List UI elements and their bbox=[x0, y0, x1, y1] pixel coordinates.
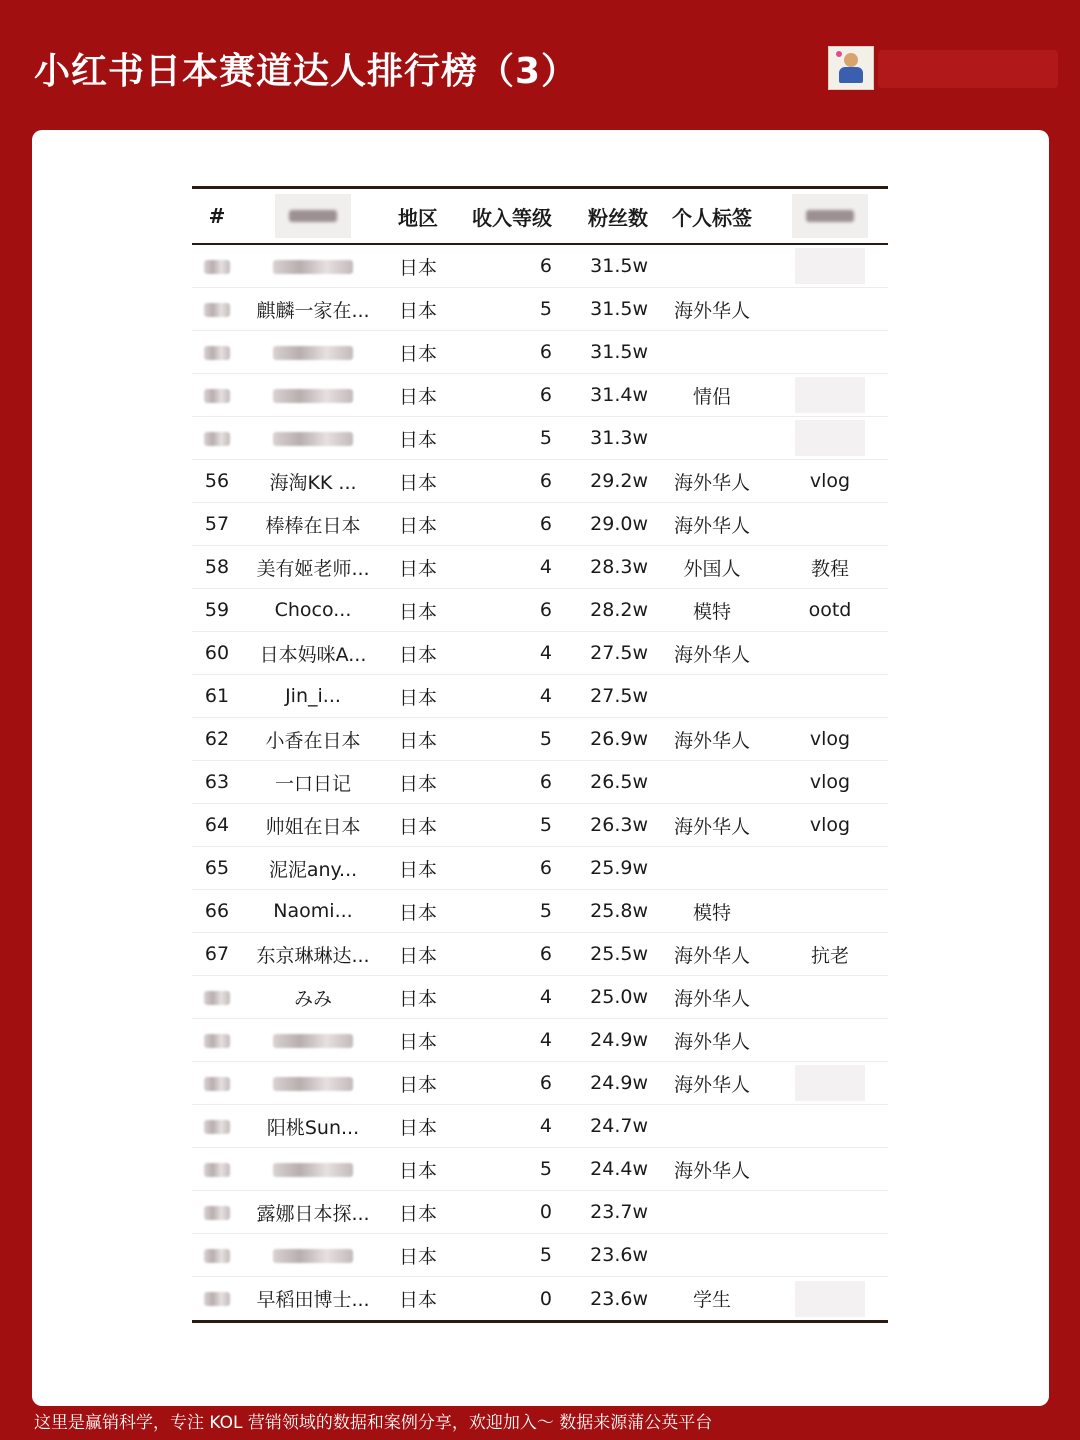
blurred-value bbox=[795, 1065, 865, 1101]
tag-cell: 海外华人 bbox=[673, 944, 750, 967]
blurred-value bbox=[204, 1163, 230, 1177]
blurred-value bbox=[273, 389, 353, 403]
col-fans-header: 粉丝数 bbox=[588, 205, 648, 230]
table-row bbox=[192, 1019, 888, 1062]
name-cell: 海淘KK ... bbox=[269, 471, 357, 494]
table-header bbox=[192, 189, 888, 245]
name-cell: 东京琳琳达... bbox=[256, 944, 370, 967]
name-cell bbox=[242, 1244, 384, 1266]
table-row bbox=[192, 460, 888, 503]
rank-cell: 60 bbox=[204, 642, 230, 664]
name-cell: 帅姐在日本 bbox=[265, 815, 361, 838]
fans-cell: 28.2w bbox=[590, 599, 648, 621]
table-row bbox=[192, 761, 888, 804]
blurred-value bbox=[204, 389, 230, 403]
blurred-value bbox=[204, 1206, 230, 1220]
region-cell: 日本 bbox=[398, 858, 437, 881]
table-row bbox=[192, 374, 888, 417]
rank-cell bbox=[192, 1115, 242, 1137]
fans-cell: 23.7w bbox=[590, 1201, 648, 1223]
tag-cell: 海外华人 bbox=[673, 815, 750, 838]
page-title: 小红书日本赛道达人排行榜（3） bbox=[34, 51, 579, 92]
rank-cell: 66 bbox=[204, 900, 230, 922]
table-row bbox=[192, 1277, 888, 1320]
name-cell bbox=[242, 427, 384, 449]
name-cell: Jin_i... bbox=[285, 685, 341, 707]
tag2-cell: vlog bbox=[809, 771, 851, 793]
tag-cell: 海外华人 bbox=[673, 987, 750, 1010]
rank-cell: 67 bbox=[204, 943, 230, 965]
avatar bbox=[828, 46, 874, 90]
name-cell bbox=[242, 1072, 384, 1094]
fans-cell: 25.9w bbox=[590, 857, 648, 879]
name-cell bbox=[242, 341, 384, 363]
level-cell: 5 bbox=[539, 427, 552, 449]
name-cell: 日本妈咪A... bbox=[259, 643, 367, 666]
rank-cell bbox=[192, 1201, 242, 1223]
fans-cell: 24.7w bbox=[590, 1115, 648, 1137]
table-row bbox=[192, 589, 888, 632]
blurred-value bbox=[795, 248, 865, 284]
table-row bbox=[192, 1148, 888, 1191]
region-cell: 日本 bbox=[398, 772, 437, 795]
level-cell: 4 bbox=[539, 685, 552, 707]
region-cell: 日本 bbox=[398, 1159, 437, 1182]
tag-cell: 海外华人 bbox=[673, 729, 750, 752]
ranking-card bbox=[32, 130, 1049, 1406]
region-cell: 日本 bbox=[398, 901, 437, 924]
tag-cell: 海外华人 bbox=[673, 471, 750, 494]
region-cell: 日本 bbox=[398, 299, 437, 322]
level-cell: 5 bbox=[539, 298, 552, 320]
rank-cell: 56 bbox=[204, 470, 230, 492]
tag2-cell bbox=[772, 377, 888, 413]
fans-cell: 29.0w bbox=[590, 513, 648, 535]
table-row bbox=[192, 718, 888, 761]
table-row bbox=[192, 546, 888, 589]
name-cell: みみ bbox=[293, 987, 332, 1010]
table-body bbox=[192, 245, 888, 1320]
table-row bbox=[192, 1191, 888, 1234]
level-cell: 6 bbox=[539, 341, 552, 363]
name-cell: 一口日记 bbox=[274, 772, 351, 795]
fans-cell: 26.9w bbox=[590, 728, 648, 750]
table-row bbox=[192, 1062, 888, 1105]
tag2-cell bbox=[772, 1065, 888, 1101]
blurred-value bbox=[204, 346, 230, 360]
name-cell bbox=[242, 384, 384, 406]
tag2-cell bbox=[772, 420, 888, 456]
table-row bbox=[192, 890, 888, 933]
tag-cell: 模特 bbox=[692, 600, 731, 623]
table-row bbox=[192, 245, 888, 288]
fans-cell: 28.3w bbox=[590, 556, 648, 578]
region-cell: 日本 bbox=[398, 471, 437, 494]
tag-cell: 海外华人 bbox=[673, 1073, 750, 1096]
level-cell: 4 bbox=[539, 642, 552, 664]
fans-cell: 31.5w bbox=[590, 298, 648, 320]
level-cell: 4 bbox=[539, 556, 552, 578]
blurred-value bbox=[795, 420, 865, 456]
level-cell: 6 bbox=[539, 857, 552, 879]
name-cell bbox=[242, 1029, 384, 1051]
name-cell bbox=[242, 1158, 384, 1180]
level-cell: 5 bbox=[539, 814, 552, 836]
blurred-account-name bbox=[878, 50, 1058, 88]
rank-cell: 62 bbox=[204, 728, 230, 750]
fans-cell: 31.4w bbox=[590, 384, 648, 406]
rank-cell: 61 bbox=[204, 685, 230, 707]
tag2-cell: 教程 bbox=[810, 557, 849, 580]
tag-cell: 海外华人 bbox=[673, 1159, 750, 1182]
rank-cell bbox=[192, 341, 242, 363]
col-name-header bbox=[242, 194, 384, 238]
table-row bbox=[192, 847, 888, 890]
col-tag-header: 个人标签 bbox=[672, 205, 752, 230]
blurred-value bbox=[795, 377, 865, 413]
region-cell: 日本 bbox=[398, 557, 437, 580]
region-cell: 日本 bbox=[398, 1030, 437, 1053]
blurred-value bbox=[273, 346, 353, 360]
name-cell: 麒麟一家在... bbox=[256, 299, 370, 322]
region-cell: 日本 bbox=[398, 600, 437, 623]
tag2-cell bbox=[772, 1281, 888, 1317]
rank-cell bbox=[192, 427, 242, 449]
blurred-value bbox=[204, 1249, 230, 1263]
blurred-value bbox=[273, 432, 353, 446]
level-cell: 4 bbox=[539, 1029, 552, 1051]
rank-cell bbox=[192, 986, 242, 1008]
fans-cell: 31.5w bbox=[590, 341, 648, 363]
table-row bbox=[192, 1234, 888, 1277]
level-cell: 6 bbox=[539, 599, 552, 621]
blurred-value bbox=[204, 303, 230, 317]
level-cell: 5 bbox=[539, 900, 552, 922]
rank-cell bbox=[192, 1244, 242, 1266]
tag-cell: 模特 bbox=[692, 901, 731, 924]
region-cell: 日本 bbox=[398, 1289, 437, 1311]
name-cell: 早稻田博士... bbox=[256, 1289, 370, 1311]
rank-cell bbox=[192, 1072, 242, 1094]
region-cell: 日本 bbox=[398, 385, 437, 408]
blurred-value bbox=[204, 260, 230, 274]
table-row bbox=[192, 675, 888, 718]
rank-cell: 64 bbox=[204, 814, 230, 836]
rank-cell bbox=[192, 384, 242, 406]
level-cell: 5 bbox=[539, 1244, 552, 1266]
col-rank-header: # bbox=[208, 204, 226, 228]
tag2-cell: vlog bbox=[809, 470, 851, 492]
fans-cell: 31.5w bbox=[590, 255, 648, 277]
rank-cell bbox=[192, 255, 242, 277]
blurred-value bbox=[273, 1077, 353, 1091]
name-cell bbox=[242, 255, 384, 277]
fans-cell: 24.4w bbox=[590, 1158, 648, 1180]
rank-cell: 57 bbox=[204, 513, 230, 535]
blurred-value bbox=[204, 1120, 230, 1134]
rank-cell bbox=[192, 298, 242, 320]
blurred-value bbox=[204, 1292, 230, 1306]
tag2-cell: ootd bbox=[808, 599, 852, 621]
rank-cell bbox=[192, 1029, 242, 1051]
tag-cell: 学生 bbox=[692, 1289, 731, 1311]
region-cell: 日本 bbox=[398, 987, 437, 1010]
col-level-header: 收入等级 bbox=[472, 205, 552, 230]
level-cell: 6 bbox=[539, 513, 552, 535]
table-row bbox=[192, 632, 888, 675]
region-cell: 日本 bbox=[398, 256, 437, 279]
tag-cell: 情侣 bbox=[692, 385, 731, 408]
region-cell: 日本 bbox=[398, 815, 437, 838]
region-cell: 日本 bbox=[398, 944, 437, 967]
rank-cell: 59 bbox=[204, 599, 230, 621]
table-row bbox=[192, 503, 888, 546]
level-cell: 0 bbox=[539, 1287, 552, 1310]
blurred-value bbox=[273, 1163, 353, 1177]
rank-cell: 65 bbox=[204, 857, 230, 879]
fans-cell: 25.0w bbox=[590, 986, 648, 1008]
table-row bbox=[192, 288, 888, 331]
level-cell: 4 bbox=[539, 1115, 552, 1137]
rank-cell bbox=[192, 1288, 242, 1310]
blurred-value bbox=[795, 1281, 865, 1317]
blurred-value bbox=[273, 1034, 353, 1048]
region-cell: 日本 bbox=[398, 643, 437, 666]
name-cell: 美有姬老师... bbox=[256, 557, 370, 580]
tag2-cell bbox=[772, 248, 888, 284]
table-row bbox=[192, 1105, 888, 1148]
fans-cell: 26.3w bbox=[590, 814, 648, 836]
name-cell: 阳桃Sun... bbox=[266, 1116, 360, 1139]
rank-cell bbox=[192, 1158, 242, 1180]
region-cell: 日本 bbox=[398, 686, 437, 709]
tag-cell: 外国人 bbox=[683, 557, 741, 580]
level-cell: 6 bbox=[539, 470, 552, 492]
region-cell: 日本 bbox=[398, 729, 437, 752]
fans-cell: 27.5w bbox=[590, 685, 648, 707]
blurred-value bbox=[204, 1034, 230, 1048]
name-cell: 露娜日本探... bbox=[256, 1202, 370, 1225]
fans-cell: 24.9w bbox=[590, 1072, 648, 1094]
col-tag2-header bbox=[772, 194, 888, 238]
footer-note: 这里是赢销科学，专注 KOL 营销领域的数据和案例分享，欢迎加入～ 数据来源蒲公英平台 bbox=[34, 1413, 713, 1433]
fans-cell: 24.9w bbox=[590, 1029, 648, 1051]
tag-cell: 海外华人 bbox=[673, 1030, 750, 1053]
region-cell: 日本 bbox=[398, 514, 437, 537]
tag2-cell: vlog bbox=[809, 814, 851, 836]
table-row bbox=[192, 976, 888, 1019]
col-region-header: 地区 bbox=[398, 205, 438, 230]
blurred-value bbox=[204, 432, 230, 446]
region-cell: 日本 bbox=[398, 1245, 437, 1268]
avatar-person-icon bbox=[836, 51, 866, 85]
level-cell: 6 bbox=[539, 384, 552, 406]
fans-cell: 25.5w bbox=[590, 943, 648, 965]
rank-cell: 58 bbox=[204, 556, 230, 578]
tag2-cell: vlog bbox=[809, 728, 851, 750]
region-cell: 日本 bbox=[398, 428, 437, 451]
name-cell: 小香在日本 bbox=[265, 729, 361, 752]
name-cell: Choco... bbox=[274, 599, 352, 621]
level-cell: 0 bbox=[539, 1201, 552, 1223]
blurred-value bbox=[204, 991, 230, 1005]
tag-cell: 海外华人 bbox=[673, 299, 750, 322]
tag-cell: 海外华人 bbox=[673, 514, 750, 537]
blurred-value bbox=[273, 1249, 353, 1263]
level-cell: 6 bbox=[539, 1072, 552, 1094]
region-cell: 日本 bbox=[398, 1073, 437, 1096]
level-cell: 5 bbox=[539, 728, 552, 750]
blurred-value bbox=[273, 260, 353, 274]
rank-cell: 63 bbox=[204, 771, 230, 793]
table-row bbox=[192, 331, 888, 374]
ranking-table bbox=[192, 186, 888, 1323]
fans-cell: 29.2w bbox=[590, 470, 648, 492]
region-cell: 日本 bbox=[398, 342, 437, 365]
tag2-cell: 抗老 bbox=[810, 944, 849, 967]
table-row bbox=[192, 804, 888, 847]
name-cell: 棒棒在日本 bbox=[265, 514, 361, 537]
fans-cell: 23.6w bbox=[590, 1287, 648, 1310]
region-cell: 日本 bbox=[398, 1202, 437, 1225]
table-row bbox=[192, 417, 888, 460]
name-cell: Naomi... bbox=[273, 900, 353, 922]
fans-cell: 31.3w bbox=[590, 427, 648, 449]
fans-cell: 27.5w bbox=[590, 642, 648, 664]
level-cell: 6 bbox=[539, 255, 552, 277]
fans-cell: 25.8w bbox=[590, 900, 648, 922]
name-cell: 泥泥any... bbox=[268, 858, 358, 881]
level-cell: 6 bbox=[539, 771, 552, 793]
blurred-header bbox=[275, 194, 351, 238]
level-cell: 5 bbox=[539, 1158, 552, 1180]
level-cell: 4 bbox=[539, 986, 552, 1008]
blurred-header bbox=[792, 194, 868, 238]
fans-cell: 23.6w bbox=[590, 1244, 648, 1266]
blurred-value bbox=[204, 1077, 230, 1091]
level-cell: 6 bbox=[539, 943, 552, 965]
table-row bbox=[192, 933, 888, 976]
fans-cell: 26.5w bbox=[590, 771, 648, 793]
region-cell: 日本 bbox=[398, 1116, 437, 1139]
tag-cell: 海外华人 bbox=[673, 643, 750, 666]
